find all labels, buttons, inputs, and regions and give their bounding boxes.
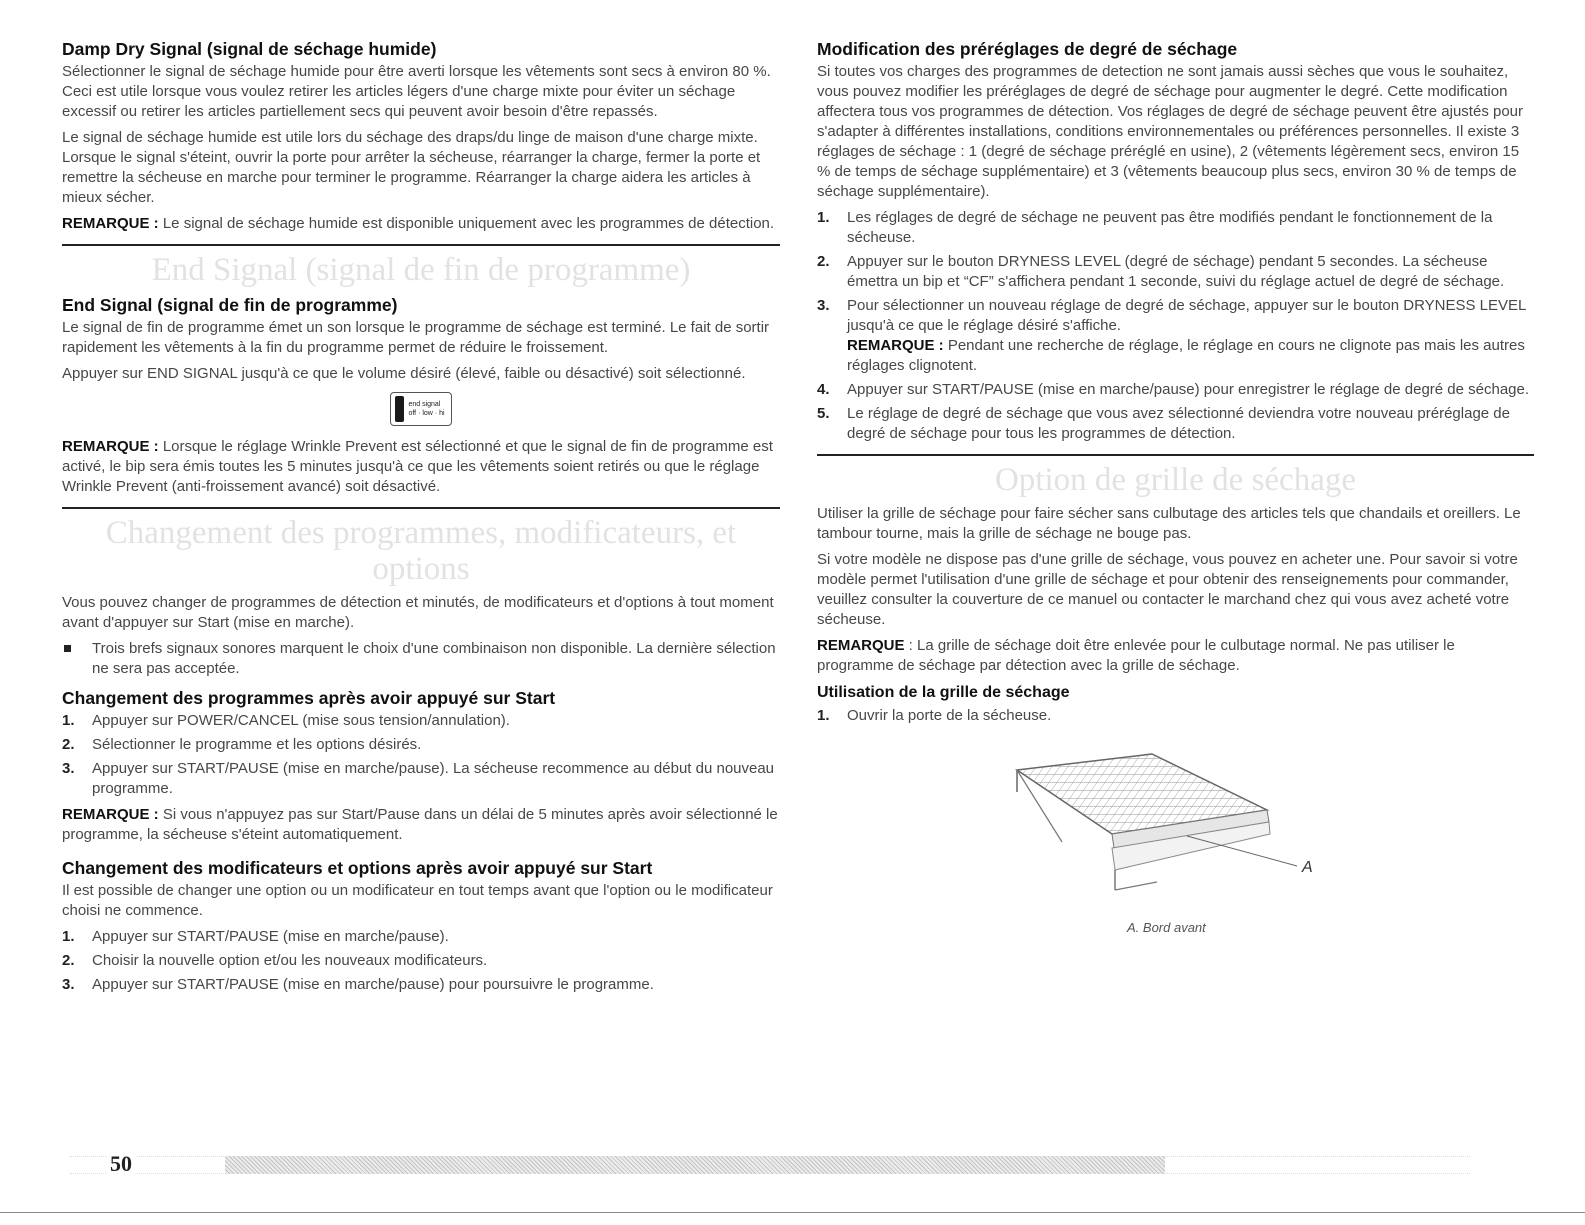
drying-rack-banner <box>817 454 1534 504</box>
list-item <box>62 639 780 679</box>
list-item <box>62 759 780 799</box>
step-text: Pour sélectionner un nouveau réglage de degré de séchage, appuyer sur le bouton DRYNESS LEVEL jusqu'à ce que le réglage désiré s'affiche. <box>847 297 1526 334</box>
step-text: Les réglages de degré de séchage ne peuvent pas être modifiés pendant le fonctionnement de la sécheuse. <box>847 209 1493 246</box>
end-signal-banner <box>62 244 780 294</box>
end-signal-heading: End Signal (signal de fin de programme) <box>62 295 398 315</box>
end-signal-button-labels <box>408 400 444 418</box>
step-number: 3. <box>62 760 75 777</box>
step-text: Ouvrir la porte de la sécheuse. <box>847 707 1052 724</box>
note-label: REMARQUE : <box>62 215 159 232</box>
end-signal-paragraph-1: Le signal de fin de programme émet un son lorsque le programme de séchage est terminé. Le fait de sortir rapidement les vêtements à la fin du programme permet de réduire le froissement. <box>62 319 770 356</box>
list-item <box>817 404 1534 444</box>
end-signal-note <box>62 437 780 497</box>
list-item <box>817 296 1534 376</box>
footer-hatched-bar <box>225 1156 1165 1174</box>
drying-rack-note <box>817 636 1534 676</box>
list-item <box>817 706 1534 726</box>
list-item <box>62 735 780 755</box>
list-item <box>62 951 780 971</box>
end-signal-button-figure <box>62 392 780 427</box>
step-text: Appuyer sur START/PAUSE (mise en marche/pause). <box>92 928 449 945</box>
end-signal-button-illustration <box>390 392 451 426</box>
list-item <box>62 975 780 995</box>
drying-rack-figure <box>817 742 1534 942</box>
change-intro: Vous pouvez changer de programmes de détection et minutés, de modificateurs et d'options à tout moment avant d'appuyer sur Start (mise en marche). <box>62 594 774 631</box>
left-column <box>62 38 780 1001</box>
list-item <box>817 208 1534 248</box>
step-text: Appuyer sur POWER/CANCEL (mise sous tension/annulation). <box>92 712 510 729</box>
step-number: 1. <box>62 712 75 729</box>
change-modifiers-steps <box>62 927 780 995</box>
dryness-presets-steps <box>817 208 1534 444</box>
dryness-presets-paragraph: Si toutes vos charges des programmes de detection ne sont jamais aussi sèches que vous le souhaitez, vous pouvez modifier les préréglages de degré de séchage pour augmenter le degré. Cette modification affectera tous vos programmes de détection. Vos réglages de degré de séchage peuvent être ajustés pour s'adapter à différentes installations, conditions environnementales ou préférences personnelles. Il existe 3 réglages de séchage : 1 (degré de séchage préréglé en usine), 2 (vêtements légèrement secs, environ 15 % de temps de séchage supplémentaire) et 3 (vêtements beaucoup plus secs, environ 30 % de temps de séchage supplémentaire). <box>817 63 1524 200</box>
note-text: Si vous n'appuyez pas sur Start/Pause dans un délai de 5 minutes après avoir sélectionné le programme, la sécheuse s'éteint automatiquement. <box>62 806 778 843</box>
step-text: Appuyer sur START/PAUSE (mise en marche/pause) pour poursuivre le programme. <box>92 976 654 993</box>
list-item <box>62 711 780 731</box>
note-label: REMARQUE : <box>62 438 159 455</box>
note-text: Le signal de séchage humide est disponible uniquement avec les programmes de détection. <box>158 215 775 232</box>
step-text: Choisir la nouvelle option et/ou les nouveaux modificateurs. <box>92 952 488 969</box>
list-item <box>817 380 1534 400</box>
change-modifiers-paragraph: Il est possible de changer une option ou un modificateur en tout temps avant que l'option ou le modificateur choisi ne commence. <box>62 882 773 919</box>
end-signal-button-line1: end signal <box>408 401 441 408</box>
step-number: 2. <box>817 253 830 270</box>
callout-a-label: A <box>1302 859 1313 876</box>
note-label: REMARQUE <box>817 637 905 654</box>
bottom-rule <box>0 1212 1585 1213</box>
step-number: 1. <box>817 707 830 724</box>
right-column <box>817 38 1534 942</box>
change-programs-note <box>62 805 780 845</box>
step-number: 3. <box>817 297 830 314</box>
list-item <box>62 927 780 947</box>
step-text: Appuyer sur START/PAUSE (mise en marche/pause) pour enregistrer le réglage de degré de séchage. <box>847 381 1530 398</box>
drying-rack-illustration <box>997 742 1337 912</box>
step-number: 1. <box>62 928 75 945</box>
note-text: Lorsque le réglage Wrinkle Prevent est sélectionné et que le signal de fin de programme est activé, le bip sera émis toutes les 5 minutes jusqu'à ce que les vêtements soient retirés ou que le réglage Wrinkle Prevent (anti-froissement avancé) soit désactivé. <box>62 438 773 495</box>
change-modifiers-subheading: Changement des modificateurs et options après avoir appuyé sur Start <box>62 858 653 878</box>
drying-rack-paragraph-2: Si votre modèle ne dispose pas d'une grille de séchage, vous pouvez en acheter une. Pour savoir si votre modèle permet l'utilisation d'une grille de séchage et pour obtenir des renseignements pour commander, veuillez consulter la couverture de ce manuel ou contacter le marchand chez qui vous avez acheté votre sécheuse. <box>817 551 1518 628</box>
note-text: Pendant une recherche de réglage, le réglage en cours ne clignote pas mais les autres réglages clignotent. <box>847 337 1525 374</box>
step-text: Appuyer sur START/PAUSE (mise en marche/pause). La sécheuse recommence au début du nouveau programme. <box>92 760 775 797</box>
end-signal-button-line2: off · low · hi <box>408 410 445 417</box>
step-number: 2. <box>62 736 75 753</box>
list-item <box>817 252 1534 292</box>
drying-rack-subheading: Utilisation de la grille de séchage <box>817 684 1070 701</box>
end-signal-banner-title: End Signal (signal de fin de programme) <box>151 252 691 288</box>
page-number: 50 <box>106 1151 136 1177</box>
step-number: 4. <box>817 381 830 398</box>
damp-dry-paragraph-1: Sélectionner le signal de séchage humide pour être averti lorsque les vêtements sont secs à environ 80 %. Ceci est utile lorsque vous voulez retirer les articles légers d'une charge mixte pour éviter un séchage excessif ou retirer les articles partiellement secs qui peuvent avoir besoin d'être repassés. <box>62 63 771 120</box>
bullet-square-icon <box>64 645 71 652</box>
note-label: REMARQUE : <box>62 806 159 823</box>
change-programs-banner <box>62 507 780 593</box>
damp-dry-paragraph-2: Le signal de séchage humide est utile lors du séchage des draps/du linge de maison d'une charge mixte. Lorsque le signal s'éteint, ouvrir la porte pour arrêter la sécheuse, réarranger la charge, fermer la porte et remettre la sécheuse en marche pour terminer le programme. Réarranger la charge aidera les articles à mieux sécher. <box>62 129 761 206</box>
note-text: : La grille de séchage doit être enlevée pour le culbutage normal. Ne pas utiliser le programme de séchage par détection avec la grille de séchage. <box>817 637 1455 674</box>
change-programs-steps <box>62 711 780 799</box>
drying-rack-caption: A. Bord avant <box>1127 920 1206 935</box>
bullet-text: Trois brefs signaux sonores marquent le choix d'une combinaison non disponible. La dernière sélection ne sera pas acceptée. <box>92 640 776 677</box>
step-number: 1. <box>817 209 830 226</box>
button-knob-icon <box>395 396 404 422</box>
step-text: Appuyer sur le bouton DRYNESS LEVEL (degré de séchage) pendant 5 secondes. La sécheuse émettra un bip et “CF” s'affichera pendant 1 seconde, suivi du réglage actuel de degré de séchage. <box>847 253 1505 290</box>
change-programs-banner-title: Changement des programmes, modificateurs, et options <box>105 515 737 587</box>
step-text: Le réglage de degré de séchage que vous avez sélectionné deviendra votre nouveau préréglage de degré de séchage pour tous les programmes de détection. <box>847 405 1510 442</box>
step-text: Sélectionner le programme et les options désirés. <box>92 736 422 753</box>
drying-rack-banner-title: Option de grille de séchage <box>994 462 1357 498</box>
step-number: 2. <box>62 952 75 969</box>
drying-rack-steps <box>817 706 1534 726</box>
change-bullet-list <box>62 639 780 679</box>
step-number: 5. <box>817 405 830 422</box>
damp-dry-note <box>62 214 780 234</box>
page-footer <box>70 1148 1470 1182</box>
drying-rack-paragraph-1: Utiliser la grille de séchage pour faire sécher sans culbutage des articles tels que chandails et oreillers. Le tambour tourne, mais la grille de séchage ne bouge pas. <box>817 505 1521 542</box>
end-signal-paragraph-2: Appuyer sur END SIGNAL jusqu'à ce que le volume désiré (élevé, faible ou désactivé) soit sélectionné. <box>62 365 746 382</box>
note-label: REMARQUE : <box>847 337 944 354</box>
damp-dry-heading: Damp Dry Signal (signal de séchage humide) <box>62 39 437 59</box>
step-number: 3. <box>62 976 75 993</box>
dryness-presets-heading: Modification des préréglages de degré de séchage <box>817 39 1238 59</box>
change-programs-subheading: Changement des programmes après avoir appuyé sur Start <box>62 688 556 708</box>
